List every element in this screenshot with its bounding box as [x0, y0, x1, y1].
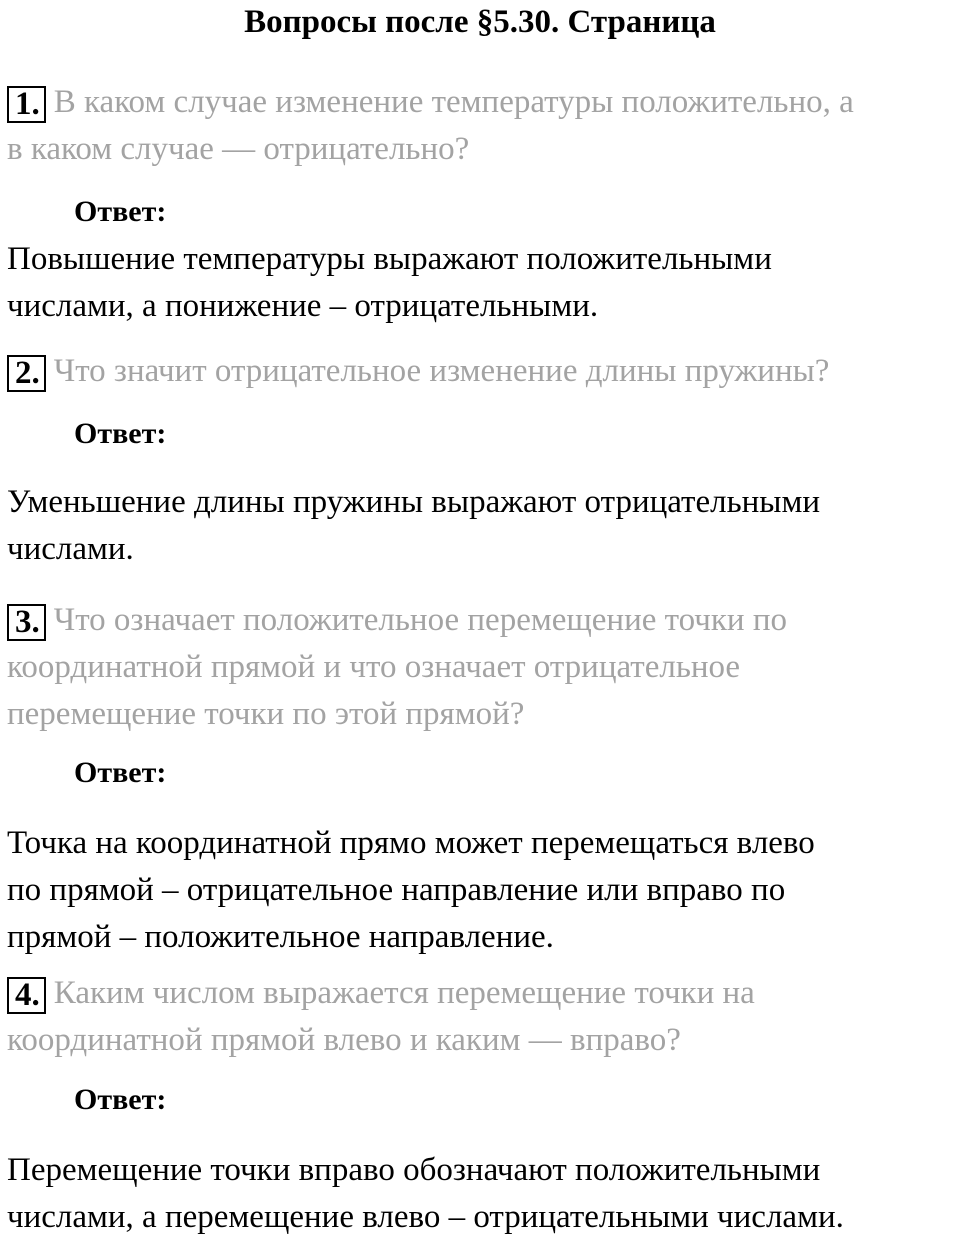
- answer-line: прямой – положительное направление.: [7, 919, 554, 955]
- answer-3: [7, 820, 957, 961]
- question-line: [7, 79, 957, 126]
- question-number: 3.: [7, 604, 46, 641]
- question-3: [7, 597, 957, 738]
- question-line: перемещение точки по этой прямой?: [7, 696, 525, 732]
- question-line: в каком случае — отрицательно?: [7, 131, 470, 167]
- answer-line: Повышение температуры выражают положительными: [7, 241, 772, 277]
- answer-line: числами, а понижение – отрицательными.: [7, 288, 599, 324]
- answer-label: Ответ:: [74, 195, 167, 228]
- question-line: координатной прямой и что означает отрицательное: [7, 649, 741, 685]
- answer-line: Точка на координатной прямо может перемещаться влево: [7, 825, 815, 861]
- question-line: [7, 970, 957, 1017]
- page-title: Вопросы после §5.30. Страница: [244, 4, 716, 40]
- answer-line: числами, а перемещение влево – отрицательными числами.: [7, 1199, 844, 1235]
- question-1: [7, 79, 957, 173]
- answer-label: Ответ:: [74, 417, 167, 450]
- question-line: [7, 348, 957, 395]
- answer-1: [7, 236, 957, 330]
- question-4: [7, 970, 957, 1064]
- question-text: Что значит отрицательное изменение длины пружины?: [53, 353, 830, 389]
- question-2: [7, 348, 957, 395]
- question-text: Что означает положительное перемещение точки по: [53, 602, 787, 638]
- answer-label: Ответ:: [74, 1083, 167, 1116]
- question-number: 1.: [7, 86, 46, 123]
- answer-label: Ответ:: [74, 756, 167, 789]
- question-text: В каком случае изменение температуры положительно, а: [53, 84, 854, 120]
- answer-2: [7, 479, 957, 573]
- question-number: 4.: [7, 977, 46, 1014]
- answer-line: Уменьшение длины пружины выражают отрицательными: [7, 484, 821, 520]
- question-line: координатной прямой влево и каким — вправо?: [7, 1022, 681, 1058]
- answer-line: Перемещение точки вправо обозначают положительными: [7, 1152, 821, 1188]
- answer-4: [7, 1147, 957, 1241]
- answer-line: по прямой – отрицательное направление или вправо по: [7, 872, 786, 908]
- question-line: [7, 597, 957, 644]
- question-number: 2.: [7, 355, 46, 392]
- answer-line: числами.: [7, 531, 134, 567]
- question-text: Каким числом выражается перемещение точки на: [53, 975, 755, 1011]
